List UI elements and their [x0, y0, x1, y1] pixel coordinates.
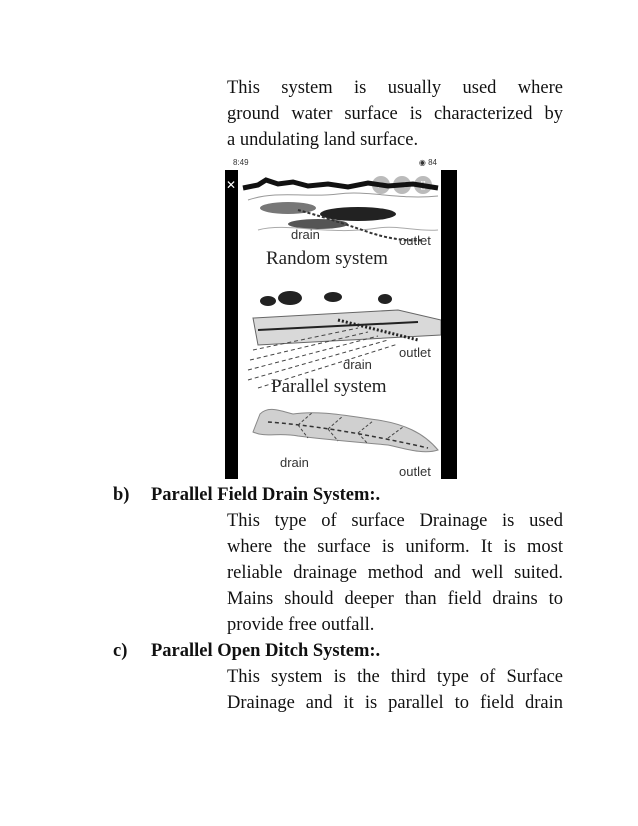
close-icon[interactable]: ✕	[226, 178, 237, 192]
herringbone-diagram	[253, 409, 438, 451]
section-c-label: c)	[113, 641, 128, 661]
section-c-line: Drainage and it is parallel to field drain	[227, 693, 563, 713]
random-system-diagram	[243, 180, 438, 240]
parallel-outlet-label: outlet	[399, 345, 431, 360]
status-battery: 84	[428, 158, 437, 167]
section-c-paragraph	[227, 664, 563, 716]
herringbone-outlet-label: outlet	[399, 464, 431, 479]
section-c-line: This system is the third type of Surface	[227, 667, 563, 687]
section-b-line: where the surface is uniform. It is most	[227, 537, 563, 557]
random-drain-label: drain	[291, 227, 320, 242]
random-system-title: Random system	[266, 248, 388, 269]
search-icon[interactable]: ⌕	[372, 176, 390, 194]
section-b-line: Mains should deeper than field drains to	[227, 589, 563, 609]
right-black-bar	[441, 170, 457, 479]
section-c-title: Parallel Open Ditch System:.	[151, 641, 381, 661]
section-b-line: reliable drainage method and well suited.	[227, 563, 563, 583]
intro-line: This system is usually used where	[227, 78, 563, 98]
parallel-drain-label: drain	[343, 357, 372, 372]
section-b-heading	[113, 482, 380, 508]
parallel-system-diagram	[248, 291, 441, 388]
section-c-heading	[113, 638, 380, 664]
section-b-title: Parallel Field Drain System:.	[151, 485, 381, 505]
phone-status-bar	[225, 156, 457, 170]
drainage-figure	[225, 156, 457, 479]
intro-line: a undulating land surface.	[227, 130, 419, 150]
section-b-line: provide free outfall.	[227, 615, 375, 635]
random-outlet-label: outlet	[399, 233, 431, 248]
status-time: 8:49	[233, 158, 249, 167]
bookmark-icon[interactable]: ▯	[414, 176, 432, 194]
share-icon[interactable]: <	[393, 176, 411, 194]
battery-icon: ◉ 84	[418, 158, 437, 167]
herringbone-drain-label: drain	[280, 455, 309, 470]
section-b-paragraph	[227, 508, 563, 638]
section-b-label: b)	[113, 485, 130, 505]
drainage-diagrams	[238, 170, 441, 479]
parallel-system-title: Parallel system	[271, 376, 387, 397]
section-b-line: This type of surface Drainage is used	[227, 511, 563, 531]
intro-line: ground water surface is characterized by	[227, 104, 563, 124]
left-black-bar	[225, 170, 238, 479]
intro-paragraph	[227, 75, 563, 153]
